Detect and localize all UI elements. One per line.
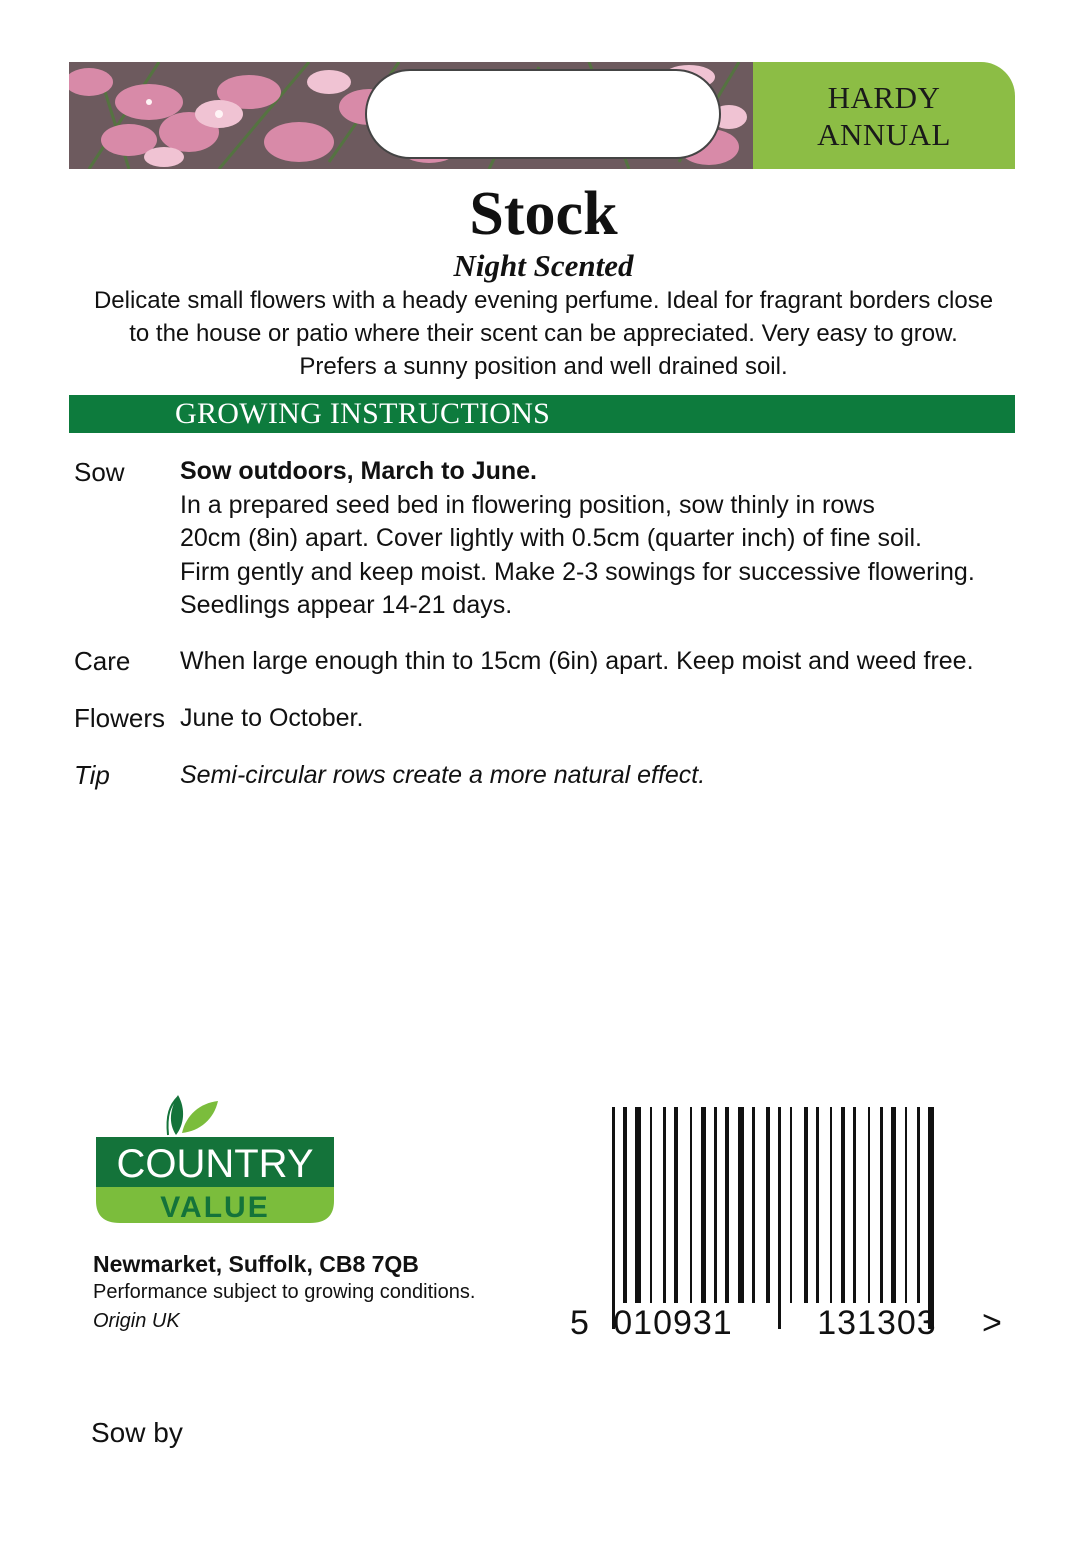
- barcode-digit-first: 5: [570, 1304, 589, 1342]
- barcode-digits-right: 131303: [817, 1304, 937, 1342]
- barcode-bar: [623, 1107, 627, 1303]
- hardy-annual-badge: [753, 62, 1015, 169]
- badge-line1: HARDY: [827, 79, 941, 115]
- barcode-bar: [841, 1107, 845, 1303]
- barcode-bar: [766, 1107, 770, 1303]
- section-title: GROWING INSTRUCTIONS: [175, 397, 551, 430]
- tip-text: Semi-circular rows create a more natural effect.: [180, 761, 706, 789]
- sow-line: Seedlings appear 14-21 days.: [180, 591, 513, 619]
- sow-text: [180, 455, 1020, 623]
- barcode-bar: [928, 1107, 934, 1329]
- badge-line2: ANNUAL: [817, 116, 951, 152]
- description-line: Delicate small flowers with a heady evening perfume. Ideal for fragrant borders close: [93, 287, 994, 314]
- barcode-bar: [725, 1107, 729, 1303]
- logo-line2: VALUE: [160, 1191, 270, 1224]
- barcode-bar: [868, 1107, 870, 1303]
- barcode-bar: [891, 1107, 896, 1303]
- barcode-bar: [690, 1107, 692, 1303]
- sow-by-label: Sow by: [91, 1417, 183, 1448]
- hang-hole: [365, 69, 721, 159]
- country-value-logo: [96, 1095, 336, 1227]
- care-label: Care: [74, 646, 131, 676]
- product-variety: Night Scented: [453, 248, 634, 283]
- barcode-bar: [674, 1107, 678, 1303]
- sow-heading: Sow outdoors, March to June.: [180, 457, 537, 485]
- sow-line: 20cm (8in) apart. Cover lightly with 0.5cm (quarter inch) of fine soil.: [180, 524, 922, 552]
- barcode-bar: [790, 1107, 792, 1303]
- barcode-bar: [738, 1107, 744, 1303]
- performance-note: Performance subject to growing conditions.: [93, 1281, 476, 1303]
- product-title: Stock: [469, 180, 618, 248]
- barcode-bar: [635, 1107, 641, 1303]
- sow-line: In a prepared seed bed in flowering position, sow thinly in rows: [180, 490, 875, 519]
- barcode-arrow: >: [982, 1304, 1002, 1342]
- care-text: When large enough thin to 15cm (6in) apart. Keep moist and weed free.: [180, 647, 974, 675]
- sow-label: Sow: [74, 457, 125, 487]
- description-line: to the house or patio where their scent can be appreciated. Very easy to grow.: [129, 320, 958, 347]
- flowers-text: June to October.: [180, 704, 364, 732]
- sow-line: Firm gently and keep moist. Make 2-3 sowings for successive flowering.: [180, 557, 975, 586]
- barcode-bar: [830, 1107, 832, 1303]
- barcode: [570, 1107, 1010, 1342]
- flowers-label: Flowers: [74, 703, 166, 733]
- description-line: Prefers a sunny position and well drained soil.: [299, 353, 788, 380]
- barcode-bar: [816, 1107, 819, 1303]
- barcode-bar: [701, 1107, 706, 1303]
- barcode-bar: [853, 1107, 856, 1303]
- growing-instructions-bar: [69, 395, 1015, 433]
- barcode-bars: [612, 1107, 934, 1329]
- logo-line1: COUNTRY: [116, 1142, 314, 1186]
- product-description: [80, 284, 1007, 383]
- tip-label: Tip: [74, 760, 110, 790]
- barcode-bar: [804, 1107, 808, 1303]
- origin: Origin UK: [93, 1310, 180, 1332]
- barcode-bar: [880, 1107, 883, 1303]
- barcode-bar: [778, 1107, 781, 1329]
- barcode-bar: [663, 1107, 666, 1303]
- barcode-bar: [752, 1107, 755, 1303]
- leaf-icon: [182, 1101, 218, 1133]
- address: Newmarket, Suffolk, CB8 7QB: [93, 1251, 419, 1277]
- barcode-bar: [714, 1107, 717, 1303]
- barcode-bar: [612, 1107, 615, 1329]
- barcode-digits-left: 010931: [613, 1304, 733, 1342]
- barcode-bar: [917, 1107, 920, 1303]
- barcode-bar: [650, 1107, 652, 1303]
- barcode-bar: [905, 1107, 907, 1303]
- leaf-icon: [171, 1095, 183, 1135]
